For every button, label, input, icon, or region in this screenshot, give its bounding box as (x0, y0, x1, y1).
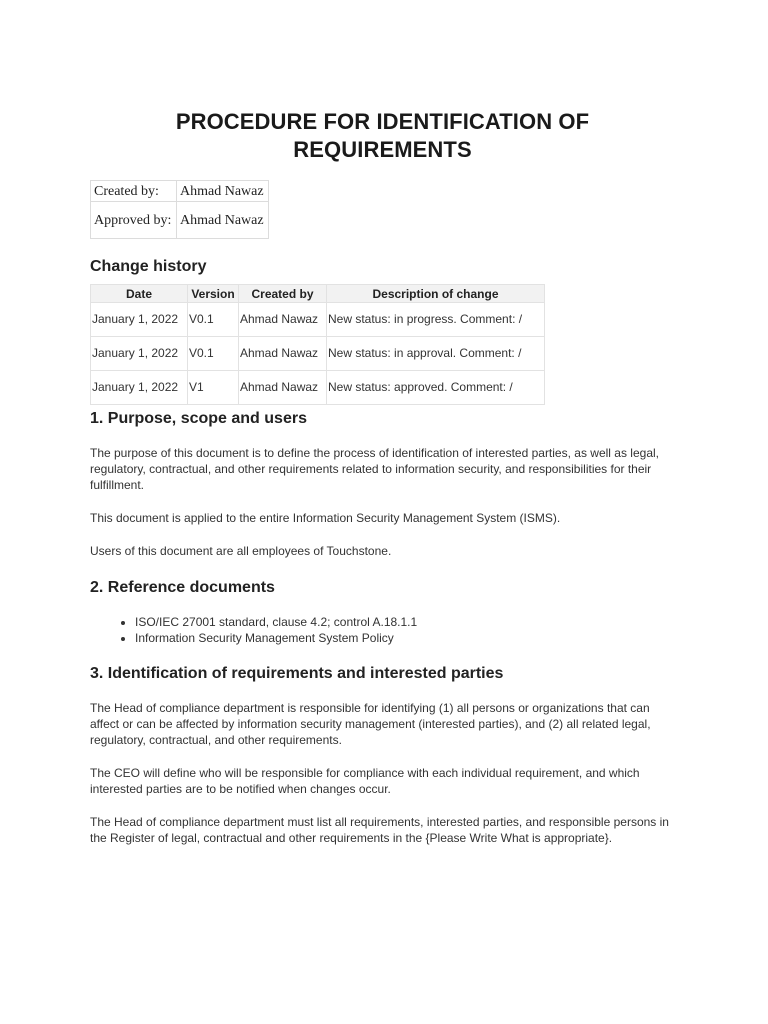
paragraph: The Head of compliance department must list all requirements, interested parties, and responsible persons in the Register of legal, contractual and other requirements in the {Please Write What is appropriate}. (90, 815, 669, 845)
cell-description: New status: in progress. Comment: / (327, 303, 545, 337)
change-history-heading: Change history (90, 258, 207, 275)
list-item: • Information Security Management System Policy (135, 630, 675, 646)
created-by-label: Created by: (91, 181, 177, 202)
approved-by-value: Ahmad Nawaz (177, 202, 269, 239)
cell-version: V1 (188, 371, 239, 405)
section-heading-reference-documents: 2. Reference documents (90, 579, 275, 596)
table-row (91, 337, 545, 371)
section-heading-identification: 3. Identification of requirements and interested parties (90, 665, 504, 682)
section-heading-purpose: 1. Purpose, scope and users (90, 410, 307, 427)
cell-version: V0.1 (188, 303, 239, 337)
paragraph: The purpose of this document is to define the process of identification of interested parties, as well as legal, regulatory, contractual, and other requirements related to information security, and responsibilities for their fulfillment. (90, 446, 659, 492)
cell-created-by: Ahmad Nawaz (239, 371, 327, 405)
paragraph: Users of this document are all employees of Touchstone. (90, 544, 392, 558)
change-history-header-row (91, 285, 545, 303)
column-header-version: Version (188, 285, 239, 303)
paragraph: This document is applied to the entire Information Security Management System (ISMS). (90, 511, 561, 525)
cell-created-by: Ahmad Nawaz (239, 303, 327, 337)
column-header-created-by: Created by (239, 285, 327, 303)
reference-documents-list (90, 614, 675, 646)
cell-created-by: Ahmad Nawaz (239, 337, 327, 371)
paragraph: The CEO will define who will be responsible for compliance with each individual requirement, and which interested parties are to be notified when changes occur. (90, 766, 640, 796)
cell-description: New status: approved. Comment: / (327, 371, 545, 405)
document-meta-table (90, 180, 269, 239)
cell-date: January 1, 2022 (91, 337, 188, 371)
paragraph: The Head of compliance department is responsible for identifying (1) all persons or organizations that can affect or can be affected by information security management (interested parties), and (2) all related legal, regulatory, contractual, and other requirements. (90, 701, 651, 747)
meta-row-approved-by (91, 202, 269, 239)
table-row (91, 303, 545, 337)
approved-by-label: Approved by: (91, 202, 177, 239)
cell-date: January 1, 2022 (91, 303, 188, 337)
cell-description: New status: in approval. Comment: / (327, 337, 545, 371)
cell-version: V0.1 (188, 337, 239, 371)
column-header-date: Date (91, 285, 188, 303)
change-history-table (90, 284, 545, 405)
created-by-value: Ahmad Nawaz (177, 181, 269, 202)
cell-date: January 1, 2022 (91, 371, 188, 405)
document-page (90, 108, 675, 846)
column-header-description: Description of change (327, 285, 545, 303)
document-title: PROCEDURE FOR IDENTIFICATION OF REQUIREMENTS (175, 109, 590, 162)
table-row (91, 371, 545, 405)
list-item: • ISO/IEC 27001 standard, clause 4.2; control A.18.1.1 (135, 614, 675, 630)
meta-row-created-by (91, 181, 269, 202)
